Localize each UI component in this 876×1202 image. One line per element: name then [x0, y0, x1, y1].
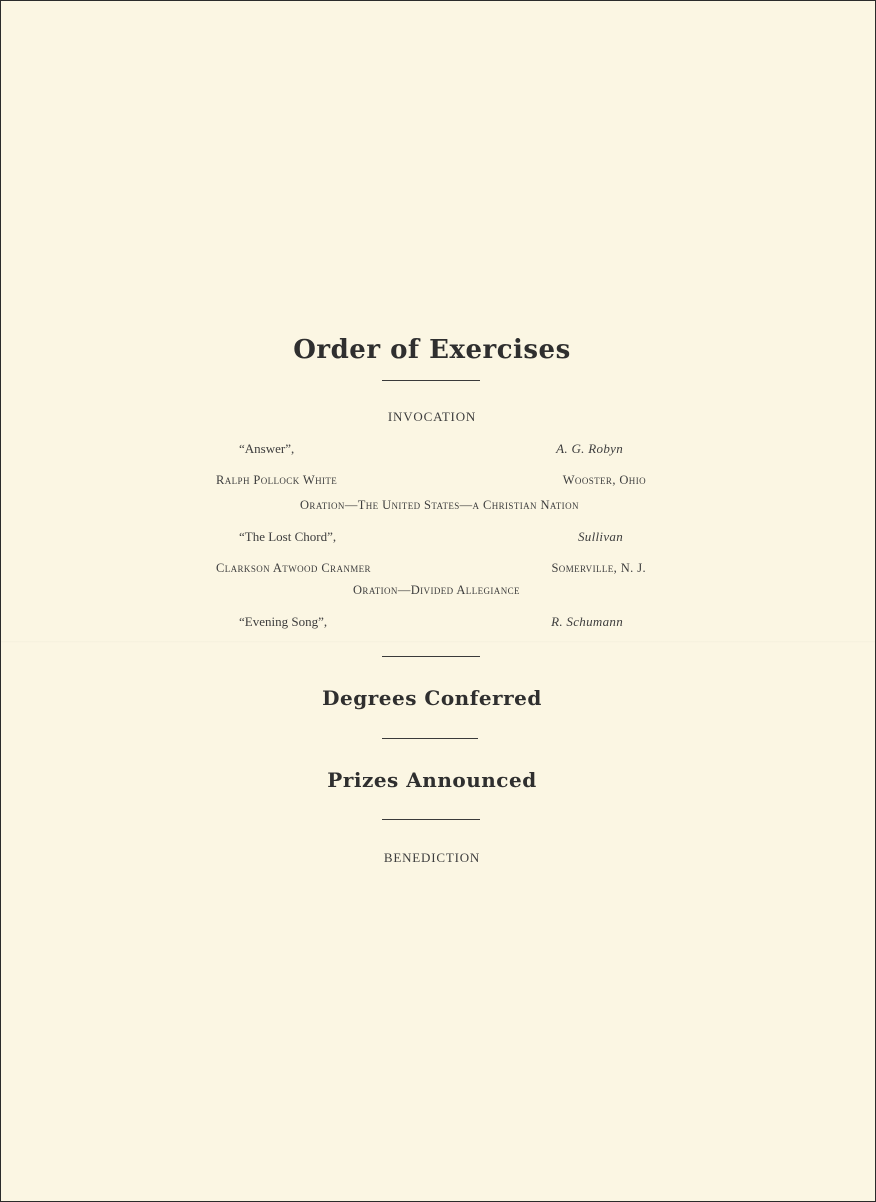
section-heading-degrees: Degrees Conferred [322, 686, 542, 710]
music-title-2: “The Lost Chord”, [239, 529, 337, 544]
oration-title-1: Oration—The United States—a Christian Nation [300, 498, 579, 512]
divider-rule [382, 738, 478, 739]
music-composer-3: R. Schumann [551, 614, 623, 629]
invocation-label: INVOCATION [387, 409, 477, 424]
benediction-label: BENEDICTION [383, 850, 481, 865]
section-heading-prizes: Prizes Announced [327, 768, 537, 792]
music-title-3: “Evening Song”, [239, 614, 328, 629]
speaker-hometown-2: Somerville, N. J. [551, 561, 646, 575]
divider-rule [382, 380, 480, 381]
music-composer-2: Sullivan [577, 529, 623, 544]
speaker-name-2: Clarkson Atwood Cranmer [216, 561, 371, 575]
oration-title-2: Oration—Divided Allegiance [353, 583, 520, 597]
page-title: Order of Exercises [293, 335, 571, 365]
divider-rule [382, 656, 480, 657]
speaker-name-1: Ralph Pollock White [216, 473, 338, 487]
paper-fold-line [1, 641, 875, 643]
music-composer-1: A. G. Robyn [556, 441, 623, 456]
music-title-1: “Answer”, [239, 441, 295, 456]
divider-rule [382, 819, 480, 820]
speaker-hometown-1: Wooster, Ohio [562, 473, 646, 487]
